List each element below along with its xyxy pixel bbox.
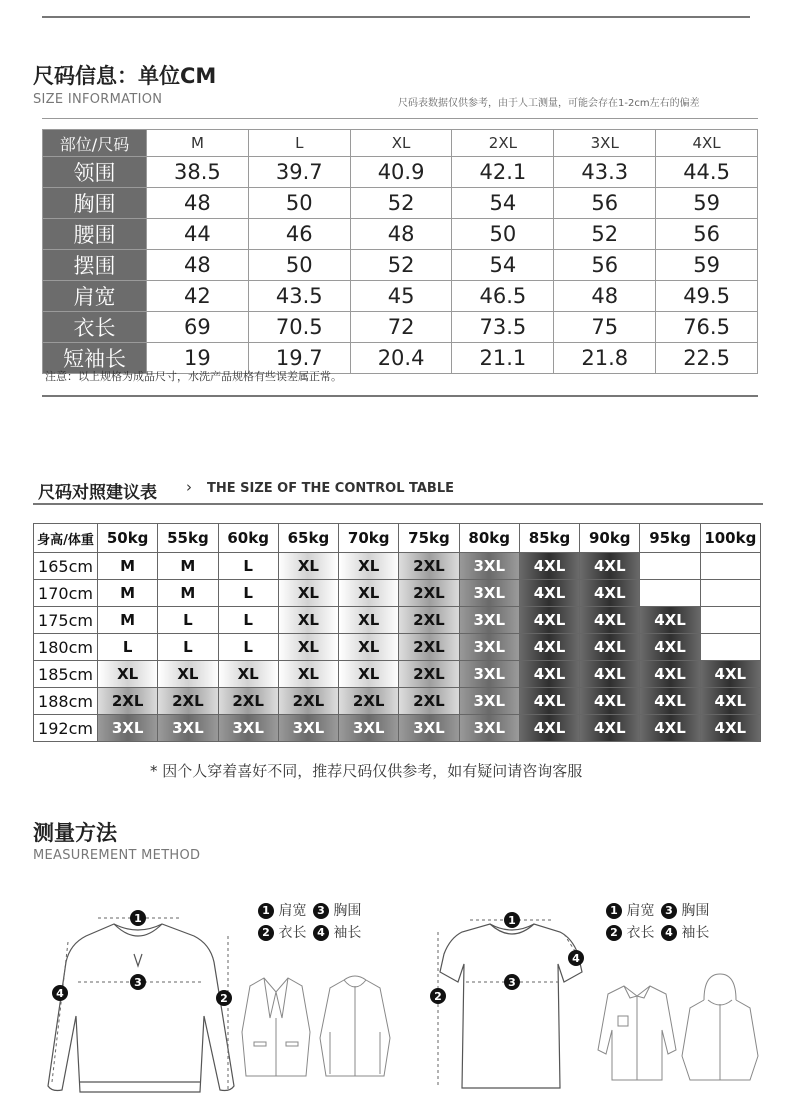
recommended-size-cell: 3XL bbox=[339, 715, 399, 742]
recommended-size-cell: 2XL bbox=[339, 688, 399, 715]
recommended-size-cell: 4XL bbox=[640, 634, 700, 661]
recommended-size-cell: 3XL bbox=[278, 715, 338, 742]
size-info-bottom-divider bbox=[42, 395, 758, 397]
size-info-corner-cell: 部位/尺码 bbox=[43, 130, 147, 157]
legend-number-icon: 3 bbox=[661, 903, 677, 919]
recommended-size-cell: 4XL bbox=[580, 607, 640, 634]
measure-label-cell: 肩宽 bbox=[43, 281, 147, 312]
svg-text:3: 3 bbox=[508, 976, 516, 989]
recommended-size-cell: 4XL bbox=[580, 715, 640, 742]
recommended-size-cell: 3XL bbox=[399, 715, 459, 742]
size-value-cell: 50 bbox=[248, 188, 350, 219]
recommended-size-cell: XL bbox=[339, 661, 399, 688]
marker-4 bbox=[568, 950, 584, 966]
size-value-cell: 56 bbox=[554, 188, 656, 219]
size-info-row bbox=[43, 312, 758, 343]
weight-column-header: 95kg bbox=[640, 524, 700, 553]
size-value-cell: 21.1 bbox=[452, 343, 554, 374]
recommended-size-cell: 4XL bbox=[580, 688, 640, 715]
recommended-size-cell: M bbox=[98, 580, 158, 607]
recommended-size-cell: L bbox=[98, 634, 158, 661]
measure-label-cell: 摆围 bbox=[43, 250, 147, 281]
size-column-header: XL bbox=[350, 130, 452, 157]
size-value-cell: 69 bbox=[147, 312, 249, 343]
recommended-size-cell: XL bbox=[278, 634, 338, 661]
control-header-row bbox=[34, 524, 761, 553]
size-control-table bbox=[33, 523, 761, 742]
recommended-size-cell: 3XL bbox=[218, 715, 278, 742]
shirt-sketch-icon bbox=[596, 980, 678, 1086]
legend-number-icon: 4 bbox=[313, 925, 329, 941]
recommended-size-cell: 3XL bbox=[459, 580, 519, 607]
size-column-header: L bbox=[248, 130, 350, 157]
size-value-cell: 46 bbox=[248, 219, 350, 250]
recommended-size-cell: 2XL bbox=[98, 688, 158, 715]
size-value-cell: 70.5 bbox=[248, 312, 350, 343]
measure-title: 测量方法 bbox=[33, 821, 117, 845]
recommended-size-cell: 4XL bbox=[580, 661, 640, 688]
recommended-size-cell: 4XL bbox=[519, 634, 579, 661]
size-value-cell: 76.5 bbox=[656, 312, 758, 343]
size-info-divider bbox=[42, 118, 758, 119]
marker-2 bbox=[430, 988, 446, 1004]
control-arrow-icon: › bbox=[186, 478, 192, 496]
zip-jacket-sketch-icon bbox=[318, 972, 392, 1082]
size-value-cell: 52 bbox=[350, 250, 452, 281]
legend-number-icon: 1 bbox=[258, 903, 274, 919]
size-value-cell: 73.5 bbox=[452, 312, 554, 343]
recommended-size-cell: 4XL bbox=[519, 607, 579, 634]
measure-label-cell: 衣长 bbox=[43, 312, 147, 343]
size-info-row bbox=[43, 188, 758, 219]
size-value-cell: 40.9 bbox=[350, 157, 452, 188]
weight-column-header: 70kg bbox=[339, 524, 399, 553]
recommended-size-cell: 2XL bbox=[399, 634, 459, 661]
recommended-size-cell: 3XL bbox=[459, 661, 519, 688]
control-divider bbox=[33, 503, 763, 505]
recommended-size-cell: L bbox=[218, 553, 278, 580]
control-row bbox=[34, 607, 761, 634]
control-row bbox=[34, 715, 761, 742]
recommended-size-cell: XL bbox=[278, 607, 338, 634]
size-value-cell: 19.7 bbox=[248, 343, 350, 374]
height-cell: 180cm bbox=[34, 634, 98, 661]
svg-text:3: 3 bbox=[134, 976, 142, 989]
size-value-cell: 43.3 bbox=[554, 157, 656, 188]
svg-text:2: 2 bbox=[434, 990, 442, 1003]
recommended-size-cell: 3XL bbox=[158, 715, 218, 742]
size-value-cell: 54 bbox=[452, 188, 554, 219]
control-note: * 因个人穿着喜好不同，推荐尺码仅供参考，如有疑问请咨询客服 bbox=[150, 762, 583, 780]
control-title: 尺码对照建议表 bbox=[38, 483, 157, 503]
height-cell: 185cm bbox=[34, 661, 98, 688]
size-value-cell: 21.8 bbox=[554, 343, 656, 374]
size-info-row bbox=[43, 281, 758, 312]
recommended-size-cell: 2XL bbox=[158, 688, 218, 715]
recommended-size-cell: 2XL bbox=[399, 580, 459, 607]
size-value-cell: 22.5 bbox=[656, 343, 758, 374]
legend-right: 1 肩宽 3 胸围 2 衣长 4 袖长 bbox=[606, 900, 711, 944]
svg-text:4: 4 bbox=[56, 987, 64, 1000]
weight-column-header: 55kg bbox=[158, 524, 218, 553]
empty-size-cell bbox=[700, 553, 760, 580]
recommended-size-cell: 4XL bbox=[519, 661, 579, 688]
sweater-outline bbox=[48, 924, 234, 1092]
size-value-cell: 49.5 bbox=[656, 281, 758, 312]
size-value-cell: 50 bbox=[248, 250, 350, 281]
recommended-size-cell: 4XL bbox=[519, 688, 579, 715]
recommended-size-cell: M bbox=[98, 553, 158, 580]
measure-label-cell: 腰围 bbox=[43, 219, 147, 250]
recommended-size-cell: 3XL bbox=[459, 715, 519, 742]
size-value-cell: 45 bbox=[350, 281, 452, 312]
size-column-header: 3XL bbox=[554, 130, 656, 157]
recommended-size-cell: XL bbox=[278, 580, 338, 607]
size-value-cell: 43.5 bbox=[248, 281, 350, 312]
recommended-size-cell: L bbox=[218, 607, 278, 634]
control-row bbox=[34, 553, 761, 580]
size-value-cell: 48 bbox=[147, 250, 249, 281]
sweater-diagram bbox=[44, 896, 240, 1102]
size-value-cell: 56 bbox=[656, 219, 758, 250]
height-cell: 165cm bbox=[34, 553, 98, 580]
size-value-cell: 44.5 bbox=[656, 157, 758, 188]
empty-size-cell bbox=[700, 607, 760, 634]
size-info-disclaimer: 尺码表数据仅供参考，由于人工测量，可能会存在1-2cm左右的偏差 bbox=[398, 98, 700, 109]
size-value-cell: 50 bbox=[452, 219, 554, 250]
recommended-size-cell: XL bbox=[339, 553, 399, 580]
size-info-table bbox=[42, 129, 758, 374]
recommended-size-cell: XL bbox=[339, 607, 399, 634]
jacket-sketch-icon bbox=[240, 972, 312, 1082]
size-value-cell: 38.5 bbox=[147, 157, 249, 188]
size-value-cell: 42 bbox=[147, 281, 249, 312]
recommended-size-cell: 4XL bbox=[640, 661, 700, 688]
size-value-cell: 48 bbox=[554, 281, 656, 312]
size-value-cell: 46.5 bbox=[452, 281, 554, 312]
recommended-size-cell: XL bbox=[339, 634, 399, 661]
legend-number-icon: 2 bbox=[606, 925, 622, 941]
recommended-size-cell: 4XL bbox=[580, 580, 640, 607]
weight-column-header: 65kg bbox=[278, 524, 338, 553]
recommended-size-cell: 4XL bbox=[640, 715, 700, 742]
legend-left: 1 肩宽 3 胸围 2 衣长 4 袖长 bbox=[258, 900, 363, 944]
size-value-cell: 42.1 bbox=[452, 157, 554, 188]
control-row bbox=[34, 688, 761, 715]
weight-column-header: 100kg bbox=[700, 524, 760, 553]
height-cell: 188cm bbox=[34, 688, 98, 715]
recommended-size-cell: M bbox=[98, 607, 158, 634]
weight-column-header: 75kg bbox=[399, 524, 459, 553]
recommended-size-cell: 3XL bbox=[459, 553, 519, 580]
recommended-size-cell: XL bbox=[278, 661, 338, 688]
size-value-cell: 20.4 bbox=[350, 343, 452, 374]
recommended-size-cell: 4XL bbox=[519, 553, 579, 580]
marker-4 bbox=[52, 985, 68, 1001]
size-info-header-row bbox=[43, 130, 758, 157]
recommended-size-cell: L bbox=[158, 607, 218, 634]
recommended-size-cell: XL bbox=[218, 661, 278, 688]
control-row bbox=[34, 661, 761, 688]
size-column-header: 2XL bbox=[452, 130, 554, 157]
size-info-note: 注意：以上规格为成品尺寸，水洗产品规格有些误差属正常。 bbox=[45, 370, 342, 383]
recommended-size-cell: L bbox=[158, 634, 218, 661]
weight-column-header: 50kg bbox=[98, 524, 158, 553]
size-info-title: 尺码信息：单位CM bbox=[33, 64, 217, 88]
height-cell: 192cm bbox=[34, 715, 98, 742]
marker-3 bbox=[130, 974, 146, 990]
recommended-size-cell: 4XL bbox=[580, 553, 640, 580]
weight-column-header: 60kg bbox=[218, 524, 278, 553]
recommended-size-cell: 3XL bbox=[459, 634, 519, 661]
empty-size-cell bbox=[700, 634, 760, 661]
recommended-size-cell: 4XL bbox=[700, 715, 760, 742]
recommended-size-cell: 4XL bbox=[640, 688, 700, 715]
empty-size-cell bbox=[700, 580, 760, 607]
recommended-size-cell: XL bbox=[278, 553, 338, 580]
recommended-size-cell: M bbox=[158, 580, 218, 607]
measure-label-cell: 领围 bbox=[43, 157, 147, 188]
legend-number-icon: 1 bbox=[606, 903, 622, 919]
size-info-row bbox=[43, 219, 758, 250]
size-value-cell: 52 bbox=[554, 219, 656, 250]
size-value-cell: 19 bbox=[147, 343, 249, 374]
empty-size-cell bbox=[640, 553, 700, 580]
recommended-size-cell: 3XL bbox=[459, 607, 519, 634]
recommended-size-cell: L bbox=[218, 634, 278, 661]
legend-number-icon: 4 bbox=[661, 925, 677, 941]
height-cell: 175cm bbox=[34, 607, 98, 634]
svg-text:1: 1 bbox=[134, 912, 142, 925]
size-value-cell: 48 bbox=[350, 219, 452, 250]
height-cell: 170cm bbox=[34, 580, 98, 607]
marker-3 bbox=[504, 974, 520, 990]
marker-1 bbox=[504, 912, 520, 928]
measure-subtitle: MEASUREMENT METHOD bbox=[33, 848, 201, 863]
control-subtitle: THE SIZE OF THE CONTROL TABLE bbox=[207, 481, 454, 496]
size-value-cell: 56 bbox=[554, 250, 656, 281]
hoodie-sketch-icon bbox=[680, 970, 760, 1086]
weight-column-header: 90kg bbox=[580, 524, 640, 553]
recommended-size-cell: 4XL bbox=[700, 688, 760, 715]
size-info-row bbox=[43, 157, 758, 188]
svg-text:4: 4 bbox=[572, 952, 580, 965]
tshirt-diagram bbox=[424, 902, 590, 1092]
recommended-size-cell: L bbox=[218, 580, 278, 607]
weight-column-header: 85kg bbox=[519, 524, 579, 553]
svg-text:2: 2 bbox=[220, 992, 228, 1005]
recommended-size-cell: M bbox=[158, 553, 218, 580]
recommended-size-cell: 3XL bbox=[98, 715, 158, 742]
recommended-size-cell: 3XL bbox=[459, 688, 519, 715]
size-value-cell: 59 bbox=[656, 188, 758, 219]
recommended-size-cell: 2XL bbox=[218, 688, 278, 715]
recommended-size-cell: 4XL bbox=[519, 715, 579, 742]
control-row bbox=[34, 634, 761, 661]
top-divider bbox=[42, 16, 750, 18]
recommended-size-cell: 4XL bbox=[580, 634, 640, 661]
tshirt-outline bbox=[440, 924, 582, 1088]
control-corner-cell: 身高/体重 bbox=[34, 524, 98, 553]
size-value-cell: 52 bbox=[350, 188, 452, 219]
size-value-cell: 44 bbox=[147, 219, 249, 250]
marker-1 bbox=[130, 910, 146, 926]
svg-text:1: 1 bbox=[508, 914, 516, 927]
recommended-size-cell: 4XL bbox=[519, 580, 579, 607]
marker-2 bbox=[216, 990, 232, 1006]
recommended-size-cell: 2XL bbox=[399, 688, 459, 715]
size-value-cell: 48 bbox=[147, 188, 249, 219]
recommended-size-cell: XL bbox=[339, 580, 399, 607]
legend-number-icon: 3 bbox=[313, 903, 329, 919]
recommended-size-cell: 2XL bbox=[278, 688, 338, 715]
size-info-subtitle: SIZE INFORMATION bbox=[33, 92, 163, 107]
control-row bbox=[34, 580, 761, 607]
size-value-cell: 39.7 bbox=[248, 157, 350, 188]
recommended-size-cell: XL bbox=[158, 661, 218, 688]
empty-size-cell bbox=[640, 580, 700, 607]
recommended-size-cell: 4XL bbox=[640, 607, 700, 634]
size-column-header: 4XL bbox=[656, 130, 758, 157]
size-value-cell: 75 bbox=[554, 312, 656, 343]
measure-label-cell: 短袖长 bbox=[43, 343, 147, 374]
recommended-size-cell: 2XL bbox=[399, 661, 459, 688]
recommended-size-cell: 4XL bbox=[700, 661, 760, 688]
recommended-size-cell: 2XL bbox=[399, 553, 459, 580]
size-value-cell: 72 bbox=[350, 312, 452, 343]
recommended-size-cell: XL bbox=[98, 661, 158, 688]
legend-number-icon: 2 bbox=[258, 925, 274, 941]
weight-column-header: 80kg bbox=[459, 524, 519, 553]
size-value-cell: 54 bbox=[452, 250, 554, 281]
size-info-row bbox=[43, 250, 758, 281]
size-value-cell: 59 bbox=[656, 250, 758, 281]
measure-label-cell: 胸围 bbox=[43, 188, 147, 219]
recommended-size-cell: 2XL bbox=[399, 607, 459, 634]
size-column-header: M bbox=[147, 130, 249, 157]
